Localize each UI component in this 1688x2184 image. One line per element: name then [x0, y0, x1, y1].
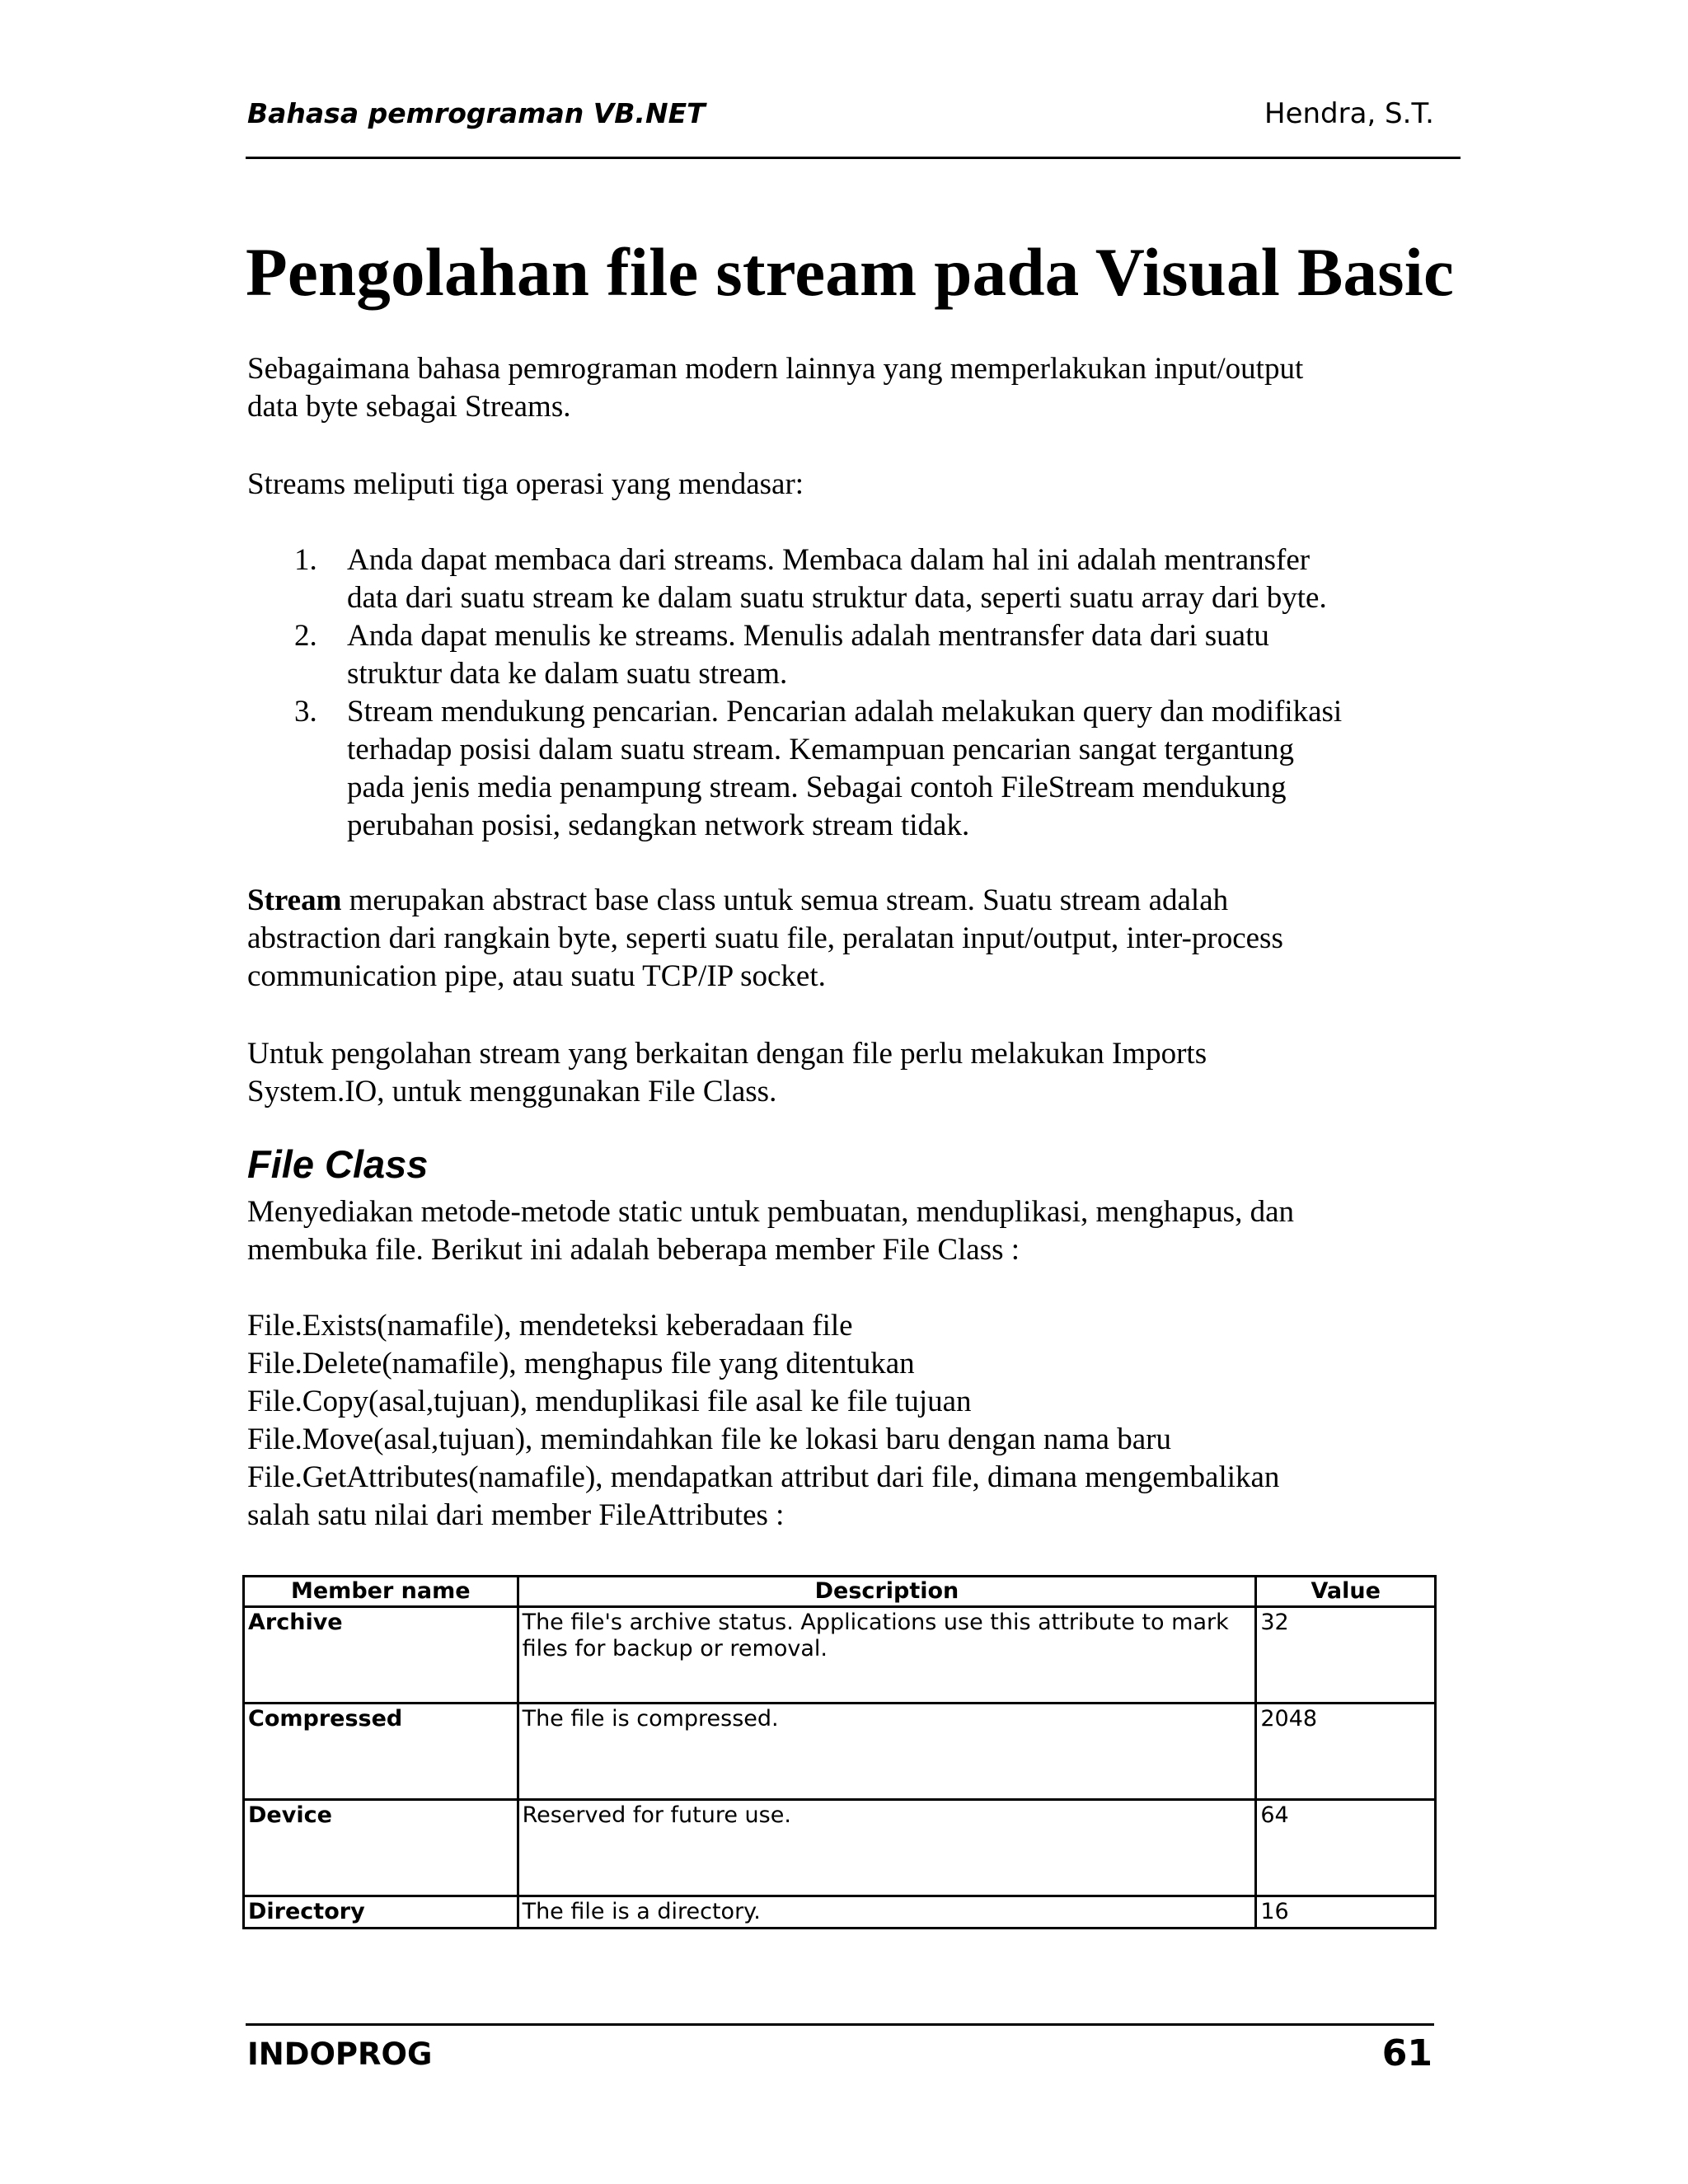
table-row: [244, 1896, 1436, 1929]
member-name-cell: Directory: [244, 1896, 518, 1929]
file-class-description: [247, 1193, 1451, 1269]
description-cell: Reserved for future use.: [518, 1800, 1256, 1896]
table-row: [244, 1800, 1436, 1896]
intro-line: data byte sebagai Streams.: [247, 390, 571, 424]
method-line: File.Exists(namafile), mendeteksi keberadaan file: [247, 1309, 853, 1343]
operations-list: [247, 541, 1467, 845]
stream-line: communication pipe, atau suatu TCP/IP socket.: [247, 959, 826, 993]
table-header-row: [244, 1577, 1436, 1607]
list-line: data dari suatu stream ke dalam suatu struktur data, seperti suatu array dari byte.: [347, 581, 1327, 615]
operations-intro: Streams meliputi tiga operasi yang mendasar:: [247, 467, 804, 501]
description-cell: [518, 1607, 1256, 1704]
method-line: File.Move(asal,tujuan), memindahkan file ke lokasi baru dengan nama baru: [247, 1422, 1171, 1456]
stream-term: Stream: [247, 883, 342, 917]
description-line: Menyediakan metode-metode static untuk pembuatan, menduplikasi, menghapus, dan: [247, 1195, 1294, 1229]
list-line: Anda dapat membaca dari streams. Membaca dalam hal ini adalah mentransfer: [347, 543, 1311, 577]
column-header-description: Description: [518, 1577, 1256, 1607]
imports-paragraph: [247, 1035, 1451, 1111]
list-item: [247, 693, 1467, 845]
page-title: Pengolahan file stream pada Visual Basic: [246, 234, 1455, 310]
list-item: [247, 617, 1467, 693]
description-cell: The file is compressed.: [518, 1704, 1256, 1800]
list-line: terhadap posisi dalam suatu stream. Kemampuan pencarian sangat tergantung: [347, 733, 1295, 766]
method-line: salah satu nilai dari member FileAttributes :: [247, 1498, 785, 1532]
member-name-cell: Device: [244, 1800, 518, 1896]
description-line: The file's archive status. Applications use this attribute to mark: [522, 1610, 1229, 1635]
stream-line: abstraction dari rangkain byte, seperti suatu file, peralatan input/output, inter-process: [247, 921, 1283, 955]
imports-line: Untuk pengolahan stream yang berkaitan dengan file perlu melakukan Imports: [247, 1037, 1207, 1071]
list-line: Anda dapat menulis ke streams. Menulis adalah mentransfer data dari suatu: [347, 619, 1269, 653]
section-heading: File Class: [247, 1142, 429, 1186]
list-number: 2.: [294, 619, 317, 653]
running-header-title: Bahasa pemrograman VB.NET: [247, 97, 706, 129]
method-line: File.Delete(namafile), menghapus file yang ditentukan: [247, 1347, 915, 1380]
table-row: [244, 1704, 1436, 1800]
stream-paragraph: [247, 882, 1451, 996]
intro-paragraph: [247, 350, 1451, 426]
description-line: membuka file. Berikut ini adalah beberapa member File Class :: [247, 1233, 1020, 1267]
list-line: struktur data ke dalam suatu stream.: [347, 657, 788, 691]
list-line: Stream mendukung pencarian. Pencarian adalah melakukan query dan modifikasi: [347, 695, 1343, 729]
footer-rule: [246, 2023, 1434, 2026]
value-cell: 2048: [1256, 1704, 1436, 1800]
method-line: File.Copy(asal,tujuan), menduplikasi file asal ke file tujuan: [247, 1385, 972, 1418]
value-cell: 32: [1256, 1607, 1436, 1704]
column-header-value: Value: [1256, 1577, 1436, 1607]
stream-line-rest: merupakan abstract base class untuk semua stream. Suatu stream adalah: [341, 883, 1229, 917]
stream-line: [247, 882, 1451, 920]
list-item: [247, 541, 1467, 617]
list-number: 1.: [294, 543, 317, 577]
value-cell: 64: [1256, 1800, 1436, 1896]
running-header-author: Hendra, S.T.: [1264, 97, 1434, 130]
list-line: perubahan posisi, sedangkan network stream tidak.: [347, 808, 970, 842]
table-row: [244, 1607, 1436, 1704]
intro-line: Sebagaimana bahasa pemrograman modern lainnya yang memperlakukan input/output: [247, 352, 1304, 386]
header-rule: [246, 157, 1461, 159]
description-cell: The file is a directory.: [518, 1896, 1256, 1929]
file-attributes-table: [242, 1575, 1437, 1929]
value-cell: 16: [1256, 1896, 1436, 1929]
method-list: [247, 1307, 1451, 1535]
list-line: pada jenis media penampung stream. Sebagai contoh FileStream mendukung: [347, 771, 1287, 804]
page-number: 61: [1381, 2032, 1432, 2074]
imports-line: System.IO, untuk menggunakan File Class.: [247, 1075, 777, 1108]
description-line: files for backup or removal.: [522, 1636, 828, 1661]
member-name-cell: Archive: [244, 1607, 518, 1704]
footer-publisher: INDOPROG: [247, 2036, 433, 2072]
member-name-cell: Compressed: [244, 1704, 518, 1800]
column-header-member-name: Member name: [244, 1577, 518, 1607]
method-line: File.GetAttributes(namafile), mendapatkan attribut dari file, dimana mengembalikan: [247, 1460, 1280, 1494]
list-number: 3.: [294, 695, 317, 729]
